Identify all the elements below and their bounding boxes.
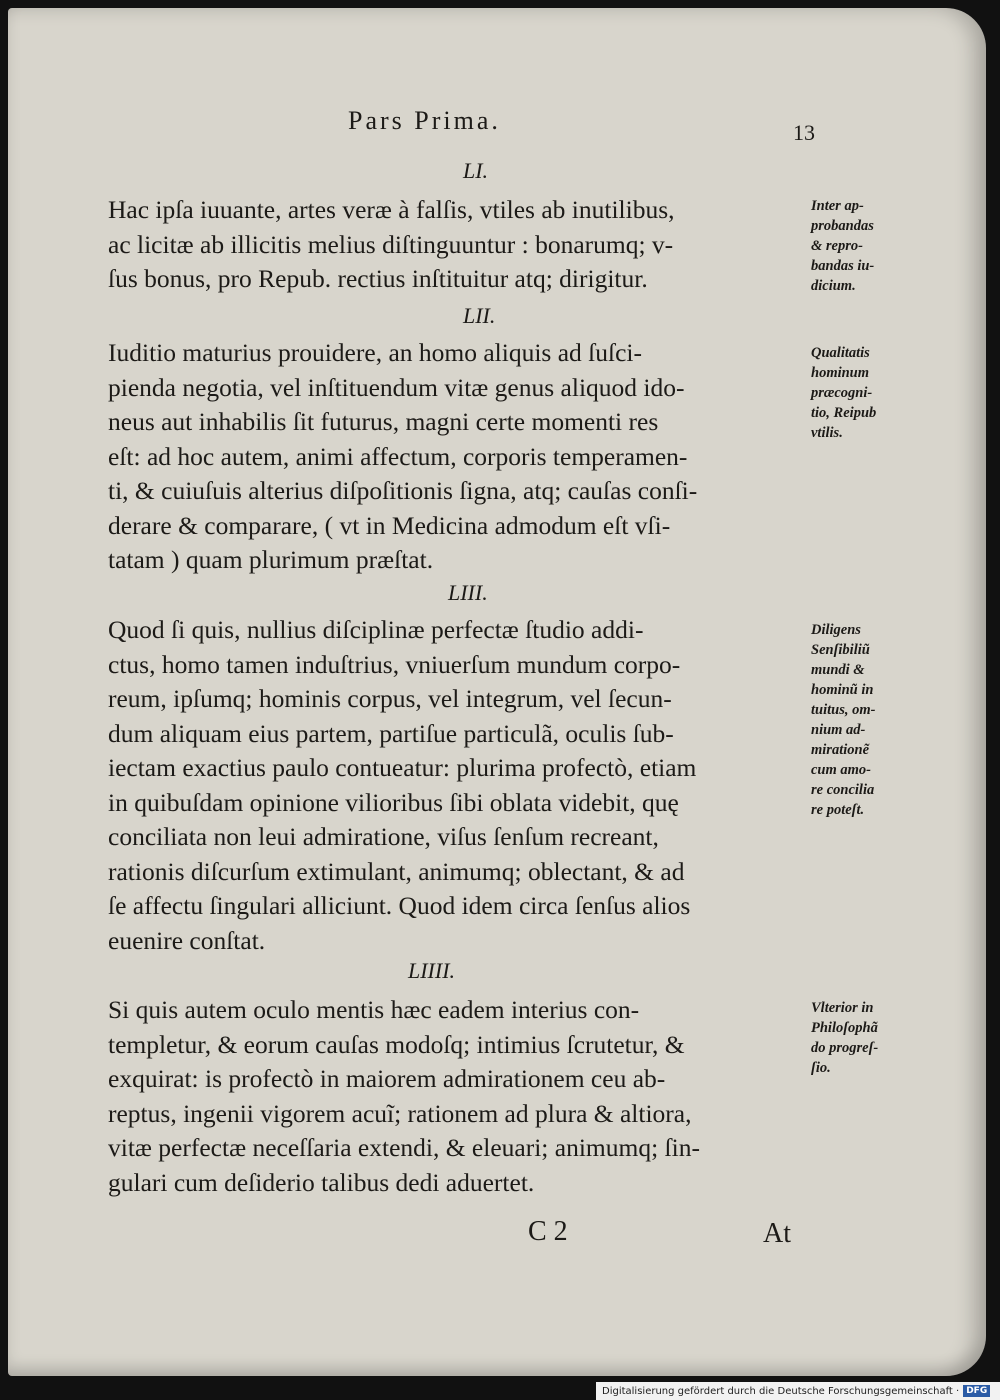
marginal-line: vtilis.: [811, 425, 843, 441]
running-head: Pars Prima.: [348, 106, 501, 135]
text-line: ctus, homo tamen induſtrius, vniuerſum mundum corpo-: [108, 649, 681, 679]
text-line: Si quis autem oculo mentis hæc eadem interius con-: [108, 995, 640, 1024]
marginal-line: bandas iu-: [811, 258, 875, 274]
digitization-credit: [596, 1382, 1000, 1400]
section-number: LIII.: [448, 580, 488, 605]
text-line: conciliata non leui admiratione, viſus ſenſum recreant,: [108, 822, 659, 851]
paragraph: [108, 193, 798, 297]
text-line: templetur, & eorum cauſas modoſq; intimius ſcrutetur, &: [108, 1029, 685, 1059]
text-line: eſt: ad hoc autem, animi affectum, corporis temperamen-: [108, 441, 688, 471]
catchword: At: [763, 1218, 791, 1249]
text-line: ſus bonus, pro Repub. rectius inſtituitur atq; dirigitur.: [108, 264, 648, 293]
text-line: ti, & cuiuſuis alterius diſpoſitionis ſigna, atq; cauſas conſi-: [108, 476, 698, 505]
marginal-line: & repro-: [811, 238, 863, 254]
text-line: euenire conſtat.: [108, 925, 266, 955]
marginal-note: [811, 620, 916, 820]
text-line: reptus, ingenii vigorem acuĩ; rationem ad plura & altiora,: [108, 1098, 692, 1128]
marginal-line: do progreſ-: [811, 1040, 879, 1056]
marginal-line: tuitus, om-: [811, 702, 876, 718]
text-line: exquirat: is profectò in maiorem admirationem ceu ab-: [108, 1064, 666, 1093]
text-line: Quod ſi quis, nullius diſciplinæ perfectæ ſtudio addi-: [108, 615, 644, 644]
text-line: vitæ perfectæ neceſſaria extendi, & eleuari; animumq; ſin-: [108, 1133, 700, 1162]
signature-mark: C 2: [528, 1216, 568, 1247]
text-line: ac licitæ ab illicitis melius diſtinguuntur : bonarumq; v-: [108, 229, 674, 259]
text-line: derare & comparare, ( vt in Medicina admodum eſt vſi-: [108, 510, 671, 540]
section-number: LI.: [463, 158, 489, 183]
marginal-line: nium ad-: [811, 722, 866, 738]
section-number: LIIII.: [408, 958, 456, 983]
marginal-line: Inter ap-: [811, 198, 864, 214]
text-line: reum, ipſumq; hominis corpus, vel integrum, vel ſecun-: [108, 684, 672, 713]
section-number: LII.: [463, 303, 496, 328]
marginal-line: hominum: [811, 365, 870, 381]
marginal-line: præcogni-: [811, 385, 873, 401]
marginal-line: Vlterior in: [811, 1000, 874, 1016]
marginal-line: probandas: [811, 218, 874, 234]
marginal-line: mundi &: [811, 662, 865, 678]
marginal-line: Diligens: [811, 622, 861, 638]
book-page: [8, 8, 986, 1376]
text-line: iectam exactius paulo contueatur: plurima profectò, etiam: [108, 753, 697, 782]
marginal-note: [811, 343, 916, 443]
marginal-line: re poteſt.: [811, 802, 865, 818]
dfg-logo: DFG: [963, 1385, 990, 1397]
credit-text: Digitalisierung gefördert durch die Deutsche Forschungsgemeinschaft ·: [602, 1385, 960, 1397]
marginal-line: ſio.: [811, 1060, 831, 1076]
text-line: Hac ipſa iuuante, artes veræ à falſis, vtiles ab inutilibus,: [108, 195, 675, 224]
paragraph: [108, 613, 798, 958]
marginal-line: dicium.: [811, 278, 856, 294]
marginal-line: Senſibiliũ: [811, 642, 870, 658]
marginal-note: [811, 998, 916, 1078]
text-line: pienda negotia, vel inſtituendum vitæ genus aliquod ido-: [108, 372, 685, 402]
marginal-line: Qualitatis: [811, 345, 870, 361]
text-line: neus aut inhabilis ſit futurus, magni certe momenti res: [108, 407, 659, 436]
paragraph: [108, 993, 798, 1200]
marginal-line: mirationẽ: [811, 742, 870, 758]
marginal-note: [811, 196, 916, 296]
text-line: rationis diſcurſum extimulant, animumq; oblectant, & ad: [108, 856, 685, 886]
page-number: 13: [793, 120, 815, 145]
text-line: ſe affectu ſingulari alliciunt. Quod idem circa ſenſus alios: [108, 891, 691, 920]
marginal-line: tio, Reipub: [811, 405, 877, 421]
marginal-line: hominũ in: [811, 682, 874, 698]
text-line: in quibuſdam opinione vilioribus ſibi oblata videbit, quę: [108, 787, 679, 817]
text-line: Iuditio maturius prouidere, an homo aliquis ad ſuſci-: [108, 338, 642, 367]
marginal-line: cum amo-: [811, 762, 872, 778]
marginal-line: Philoſophã: [811, 1020, 878, 1036]
paragraph: [108, 336, 798, 578]
text-line: gulari cum deſiderio talibus dedi aduertet.: [108, 1167, 535, 1197]
marginal-line: re concilia: [811, 782, 875, 798]
text-line: tatam ) quam plurimum præſtat.: [108, 545, 434, 574]
text-line: dum aliquam eius partem, partiſue particulã, oculis ſub-: [108, 718, 674, 748]
